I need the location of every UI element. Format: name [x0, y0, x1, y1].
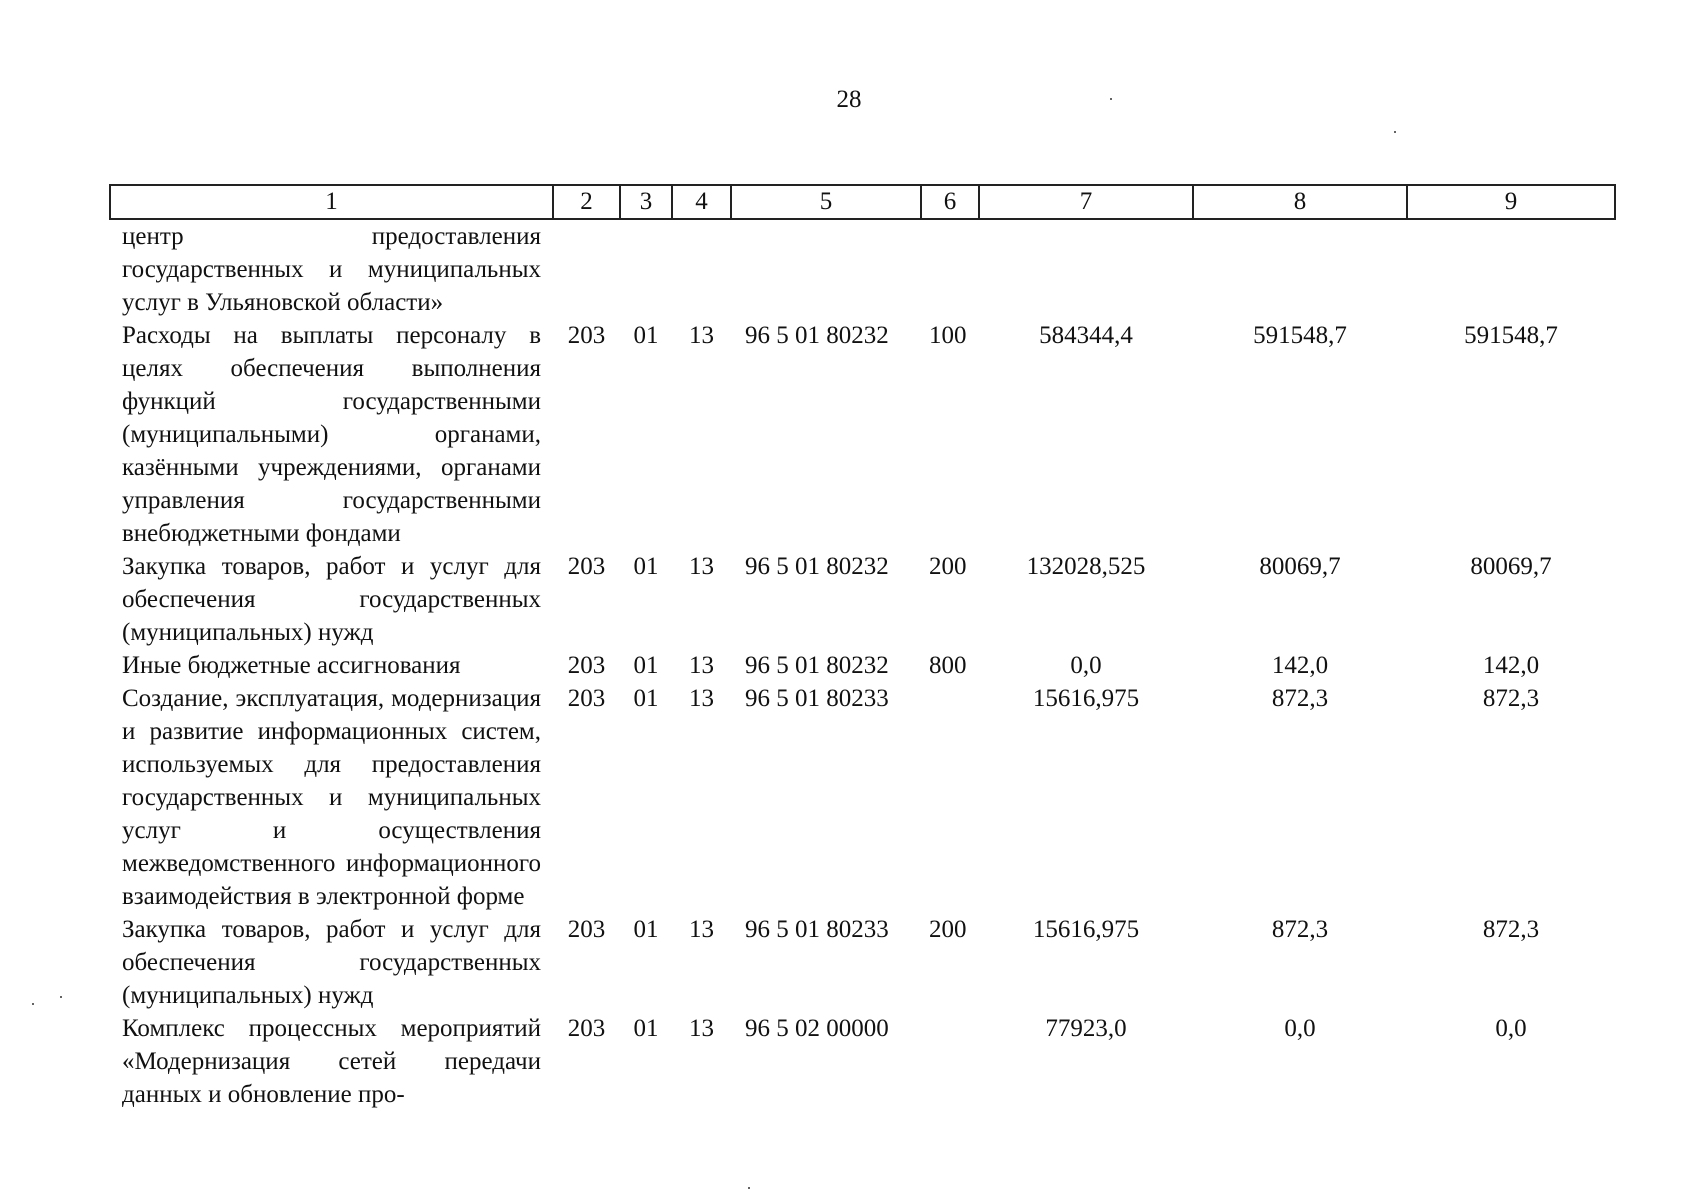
row-name: центр предоставления государственных и муниципальных услуг в Ульяновской области»	[122, 223, 541, 316]
row-section: 01	[633, 916, 659, 943]
table-row	[110, 550, 1615, 649]
row-name: Иные бюджетные ассигнования	[122, 652, 461, 679]
row-name: Комплекс процессных мероприятий «Модернизация сетей передачи данных и обновление про-	[122, 1015, 541, 1108]
row-grbs: 203	[567, 916, 606, 943]
row-expense-type: 200	[929, 553, 967, 580]
row-amount-col8	[1193, 219, 1407, 319]
row-grbs: 203	[567, 685, 606, 712]
col-header-7: 7	[979, 185, 1193, 219]
row-grbs: 203	[567, 652, 606, 679]
row-subsection: 13	[689, 1015, 714, 1042]
row-grbs	[553, 219, 620, 319]
budget-table	[109, 184, 1616, 1111]
col-header-6: 6	[921, 185, 979, 219]
row-amount-col7: 15616,975	[1032, 916, 1140, 943]
row-amount-col9: 872,3	[1482, 916, 1540, 943]
row-grbs: 203	[567, 322, 606, 349]
row-expense-type: 200	[929, 916, 967, 943]
row-amount-col8: 80069,7	[1259, 553, 1341, 580]
row-target-article: 96 5 01 80233	[745, 916, 889, 943]
row-subsection	[672, 219, 731, 319]
col-header-2: 2	[553, 185, 620, 219]
scan-speck	[748, 1187, 750, 1189]
col-header-8: 8	[1193, 185, 1407, 219]
col-header-5: 5	[731, 185, 921, 219]
row-amount-col9: 591548,7	[1464, 322, 1558, 349]
col-header-3: 3	[620, 185, 672, 219]
row-section: 01	[633, 1015, 659, 1042]
row-amount-col8: 142,0	[1271, 652, 1329, 679]
row-name: Создание, эксплуатация, модернизация и развитие информационных систем, используемых для предоставления государственных и муниципальных услуг и осуществления межведомственного информационного взаимодействия в электронной форме	[122, 685, 541, 910]
row-section	[620, 219, 672, 319]
row-target-article: 96 5 01 80232	[745, 553, 889, 580]
row-subsection: 13	[689, 322, 714, 349]
row-subsection: 13	[689, 553, 714, 580]
row-name: Закупка товаров, работ и услуг для обеспечения государственных (муниципальных) нужд	[122, 916, 541, 1009]
row-amount-col9: 80069,7	[1470, 553, 1552, 580]
row-amount-col8: 591548,7	[1253, 322, 1347, 349]
table-row	[110, 1012, 1615, 1111]
table-row	[110, 319, 1615, 550]
table-row	[110, 219, 1615, 319]
row-target-article: 96 5 01 80233	[745, 685, 889, 712]
row-amount-col8: 0,0	[1284, 1015, 1316, 1042]
row-grbs: 203	[567, 1015, 606, 1042]
row-subsection: 13	[689, 916, 714, 943]
table-row	[110, 682, 1615, 913]
row-expense-type	[921, 682, 979, 913]
row-amount-col7: 132028,525	[1026, 553, 1146, 580]
row-expense-type	[921, 219, 979, 319]
row-amount-col8: 872,3	[1271, 685, 1329, 712]
row-amount-col9: 142,0	[1482, 652, 1540, 679]
row-name: Расходы на выплаты персоналу в целях обеспечения выполнения функций государственными (муниципальными) органами, казёнными учреждениями, органами управления государственными внебюджетными фондами	[122, 322, 541, 547]
col-header-1: 1	[110, 185, 553, 219]
row-expense-type: 100	[929, 322, 967, 349]
row-amount-col8: 872,3	[1271, 916, 1329, 943]
row-section: 01	[633, 553, 659, 580]
row-target-article: 96 5 02 00000	[745, 1015, 889, 1042]
col-header-4: 4	[672, 185, 731, 219]
row-target-article: 96 5 01 80232	[745, 322, 889, 349]
scan-speck	[1394, 131, 1396, 133]
col-header-9: 9	[1407, 185, 1615, 219]
row-amount-col7	[979, 219, 1193, 319]
row-amount-col7: 77923,0	[1045, 1015, 1127, 1042]
row-amount-col7: 0,0	[1070, 652, 1102, 679]
row-expense-type: 800	[929, 652, 967, 679]
page-number: 28	[836, 86, 862, 113]
scan-speck	[60, 996, 62, 998]
header-row	[110, 185, 1615, 219]
row-subsection: 13	[689, 685, 714, 712]
row-expense-type	[921, 1012, 979, 1111]
row-amount-col9	[1407, 219, 1615, 319]
row-section: 01	[633, 685, 659, 712]
row-amount-col9: 0,0	[1495, 1015, 1527, 1042]
row-amount-col7: 584344,4	[1039, 322, 1133, 349]
scan-speck	[32, 1003, 34, 1005]
row-grbs: 203	[567, 553, 606, 580]
row-amount-col7: 15616,975	[1032, 685, 1140, 712]
row-amount-col9: 872,3	[1482, 685, 1540, 712]
row-section: 01	[633, 652, 659, 679]
scan-speck	[1110, 98, 1112, 100]
row-section: 01	[633, 322, 659, 349]
row-target-article	[731, 219, 921, 319]
row-target-article: 96 5 01 80232	[745, 652, 889, 679]
table-row	[110, 649, 1615, 682]
row-subsection: 13	[689, 652, 714, 679]
table-row	[110, 913, 1615, 1012]
row-name: Закупка товаров, работ и услуг для обеспечения государственных (муниципальных) нужд	[122, 553, 541, 646]
